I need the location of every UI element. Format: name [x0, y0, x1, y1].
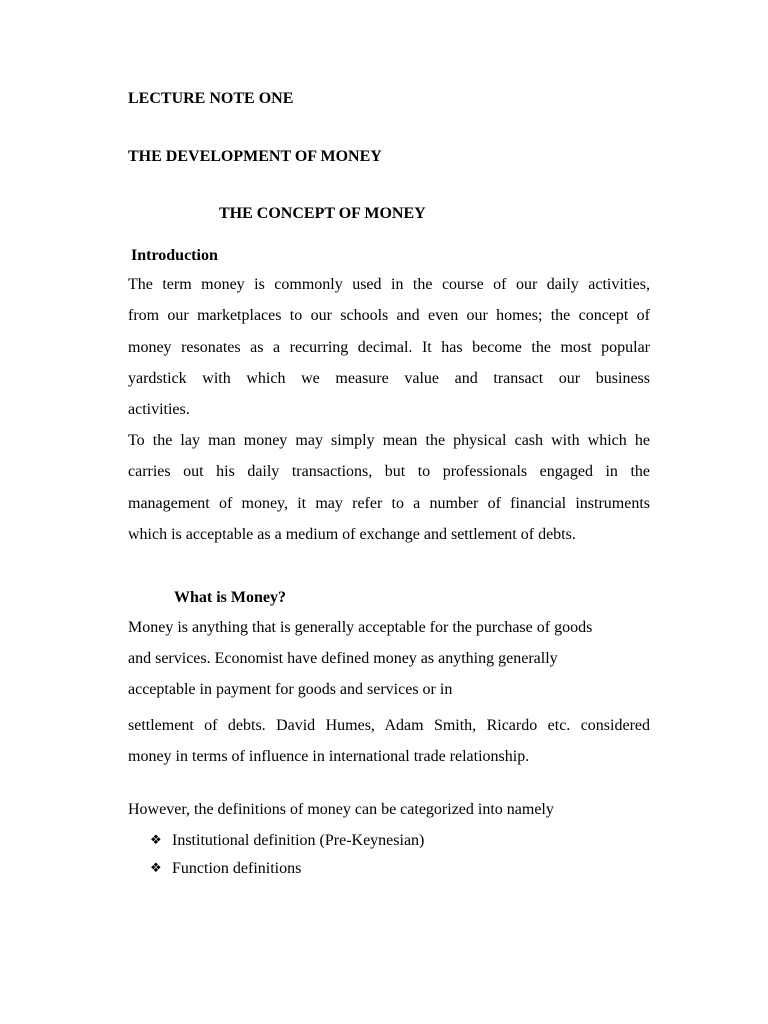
diamond-bullet-icon: ❖	[150, 860, 162, 875]
intro-para1-line: The term money is commonly used in the course of our daily activities,	[128, 276, 650, 293]
chapter-title: THE DEVELOPMENT OF MONEY	[128, 148, 382, 165]
introduction-heading: Introduction	[131, 247, 218, 264]
what-is-money-heading: What is Money?	[174, 589, 286, 606]
money-para2-line: settlement of debts. David Humes, Adam Smith, Ricardo etc. considered	[128, 717, 650, 734]
intro-para2-line: To the lay man money may simply mean the physical cash with which he	[128, 432, 650, 449]
intro-para2-line: carries out his daily transactions, but to professionals engaged in the	[128, 463, 650, 480]
list-item	[150, 858, 301, 879]
money-para3: However, the definitions of money can be categorized into namely	[128, 801, 554, 818]
intro-para1-line: from our marketplaces to our schools and even our homes; the concept of	[128, 307, 650, 324]
money-para1-line: acceptable in payment for goods and services or in	[128, 681, 453, 698]
money-para2-line: money in terms of influence in international trade relationship.	[128, 748, 530, 765]
intro-para1-line: money resonates as a recurring decimal. It has become the most popular	[128, 339, 650, 356]
diamond-bullet-icon: ❖	[150, 832, 162, 847]
list-item-label: Function definitions	[172, 860, 302, 877]
list-item-label: Institutional definition (Pre-Keynesian)	[172, 832, 425, 849]
intro-para1-line: activities.	[128, 401, 190, 418]
intro-para2-line: which is acceptable as a medium of exchange and settlement of debts.	[128, 526, 576, 543]
list-item	[150, 830, 424, 851]
money-para1-line: Money is anything that is generally acceptable for the purchase of goods	[128, 619, 593, 636]
section-title: THE CONCEPT OF MONEY	[219, 205, 426, 222]
lecture-label: LECTURE NOTE ONE	[128, 90, 294, 107]
money-para1-line: and services. Economist have defined money as anything generally	[128, 650, 558, 667]
intro-para1-line: yardstick with which we measure value and transact our business	[128, 370, 650, 387]
intro-para2-line: management of money, it may refer to a number of financial instruments	[128, 495, 650, 512]
